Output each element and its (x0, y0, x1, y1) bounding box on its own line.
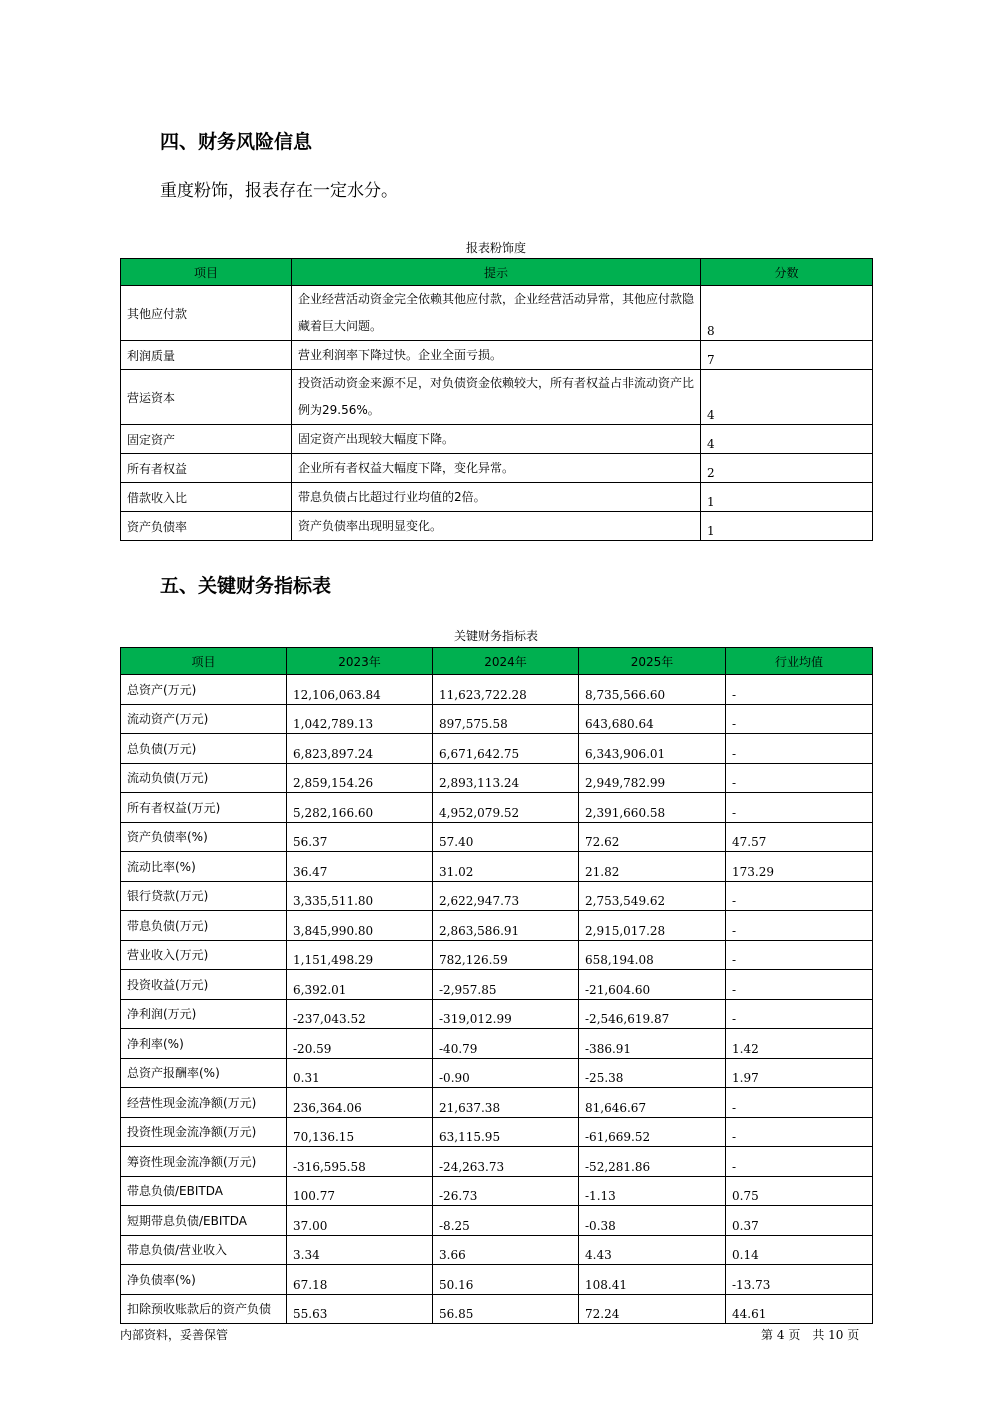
kpi-2023: 70,136.15 (287, 1117, 433, 1147)
kpi-industry-avg: 1.97 (726, 1058, 873, 1088)
kpi-2024: 2,863,586.91 (433, 911, 579, 941)
risk-item: 借款收入比 (121, 483, 292, 512)
kpi-row (121, 1265, 873, 1295)
risk-item: 利润质量 (121, 341, 292, 370)
kpi-2024: 897,575.58 (433, 704, 579, 734)
risk-table (120, 258, 873, 541)
kpi-item: 营业收入(万元) (121, 940, 287, 970)
kpi-2023: 100.77 (287, 1176, 433, 1206)
kpi-2025: 2,753,549.62 (579, 881, 726, 911)
kpi-industry-avg: - (726, 1147, 873, 1177)
risk-score: 7 (701, 341, 873, 370)
kpi-2024: -2,957.85 (433, 970, 579, 1000)
kpi-item: 所有者权益(万元) (121, 793, 287, 823)
kpi-item: 扣除预收账款后的资产负债 (121, 1294, 287, 1324)
kpi-row (121, 704, 873, 734)
risk-row (121, 341, 873, 370)
kpi-2025: 6,343,906.01 (579, 734, 726, 764)
header-hint: 提示 (292, 259, 701, 286)
kpi-row (121, 1176, 873, 1206)
header-industry-avg: 行业均值 (726, 648, 873, 675)
kpi-2024: 31.02 (433, 852, 579, 882)
kpi-2025: -52,281.86 (579, 1147, 726, 1177)
risk-hint: 企业经营活动资金完全依赖其他应付款，企业经营活动异常，其他应付款隐藏着巨大问题。 (292, 286, 701, 341)
kpi-2024: 2,622,947.73 (433, 881, 579, 911)
kpi-item: 净利率(%) (121, 1029, 287, 1059)
footer-note: 内部资料，妥善保管 (120, 1328, 229, 1342)
kpi-2024: 63,115.95 (433, 1117, 579, 1147)
risk-item: 固定资产 (121, 425, 292, 454)
kpi-industry-avg: 47.57 (726, 822, 873, 852)
kpi-row (121, 1058, 873, 1088)
kpi-item: 流动资产(万元) (121, 704, 287, 734)
kpi-row (121, 940, 873, 970)
kpi-industry-avg: 44.61 (726, 1294, 873, 1324)
kpi-2024: 11,623,722.28 (433, 675, 579, 705)
page-number (761, 1326, 859, 1343)
risk-score: 2 (701, 454, 873, 483)
risk-hint: 企业所有者权益大幅度下降，变化异常。 (292, 454, 701, 483)
kpi-table (120, 647, 873, 1324)
kpi-item: 带息负债/EBITDA (121, 1176, 287, 1206)
kpi-2025: -386.91 (579, 1029, 726, 1059)
page-mid: 页 共 (788, 1328, 825, 1342)
kpi-row (121, 1117, 873, 1147)
kpi-industry-avg: 0.37 (726, 1206, 873, 1236)
kpi-row (121, 1029, 873, 1059)
risk-item: 其他应付款 (121, 286, 292, 341)
kpi-2025: 4.43 (579, 1235, 726, 1265)
kpi-2024: -8.25 (433, 1206, 579, 1236)
kpi-industry-avg: 1.42 (726, 1029, 873, 1059)
kpi-item: 资产负债率(%) (121, 822, 287, 852)
kpi-2023: 36.47 (287, 852, 433, 882)
kpi-2023: 236,364.06 (287, 1088, 433, 1118)
kpi-item: 净负债率(%) (121, 1265, 287, 1295)
kpi-row (121, 852, 873, 882)
kpi-industry-avg: 0.75 (726, 1176, 873, 1206)
kpi-table-caption: 关键财务指标表 (453, 629, 538, 643)
risk-row (121, 454, 873, 483)
risk-score: 1 (701, 483, 873, 512)
risk-score: 1 (701, 512, 873, 541)
header-2023: 2023年 (287, 648, 433, 675)
kpi-industry-avg: - (726, 970, 873, 1000)
kpi-industry-avg: - (726, 940, 873, 970)
kpi-item: 净利润(万元) (121, 999, 287, 1029)
kpi-item: 总资产(万元) (121, 675, 287, 705)
header-score: 分数 (701, 259, 873, 286)
kpi-2025: -0.38 (579, 1206, 726, 1236)
kpi-industry-avg: -13.73 (726, 1265, 873, 1295)
risk-row (121, 286, 873, 341)
header-item: 项目 (121, 259, 292, 286)
risk-summary: 重度粉饰，报表存在一定水分。 (160, 181, 398, 201)
kpi-2023: 3,845,990.80 (287, 911, 433, 941)
kpi-2023: -20.59 (287, 1029, 433, 1059)
kpi-2024: -319,012.99 (433, 999, 579, 1029)
kpi-item: 经营性现金流净额(万元) (121, 1088, 287, 1118)
kpi-row (121, 1294, 873, 1324)
kpi-industry-avg: - (726, 704, 873, 734)
kpi-2025: 72.24 (579, 1294, 726, 1324)
risk-row (121, 425, 873, 454)
kpi-2025: -25.38 (579, 1058, 726, 1088)
kpi-industry-avg: - (726, 881, 873, 911)
kpi-2025: 2,915,017.28 (579, 911, 726, 941)
kpi-industry-avg: - (726, 793, 873, 823)
kpi-row (121, 881, 873, 911)
kpi-item: 总资产报酬率(%) (121, 1058, 287, 1088)
kpi-industry-avg: - (726, 763, 873, 793)
kpi-2025: 658,194.08 (579, 940, 726, 970)
kpi-industry-avg: - (726, 675, 873, 705)
kpi-2023: 12,106,063.84 (287, 675, 433, 705)
kpi-2024: 3.66 (433, 1235, 579, 1265)
kpi-row (121, 675, 873, 705)
kpi-industry-avg: 173.29 (726, 852, 873, 882)
total-pages: 10 (828, 1328, 844, 1342)
kpi-2023: 67.18 (287, 1265, 433, 1295)
kpi-2025: 2,949,782.99 (579, 763, 726, 793)
risk-hint: 营业利润率下降过快。企业全面亏损。 (292, 341, 701, 370)
kpi-industry-avg: 0.14 (726, 1235, 873, 1265)
kpi-row (121, 1088, 873, 1118)
kpi-2025: 643,680.64 (579, 704, 726, 734)
kpi-2023: 56.37 (287, 822, 433, 852)
kpi-2025: 8,735,566.60 (579, 675, 726, 705)
kpi-2024: 4,952,079.52 (433, 793, 579, 823)
kpi-2024: -40.79 (433, 1029, 579, 1059)
kpi-industry-avg: - (726, 1117, 873, 1147)
risk-hint: 带息负债占比超过行业均值的2倍。 (292, 483, 701, 512)
kpi-row (121, 763, 873, 793)
kpi-item: 流动比率(%) (121, 852, 287, 882)
kpi-2024: 50.16 (433, 1265, 579, 1295)
section-5-title: 五、关键财务指标表 (160, 575, 332, 597)
kpi-2023: 1,042,789.13 (287, 704, 433, 734)
kpi-item: 带息负债/营业收入 (121, 1235, 287, 1265)
risk-row (121, 483, 873, 512)
kpi-2025: 81,646.67 (579, 1088, 726, 1118)
kpi-2024: 21,637.38 (433, 1088, 579, 1118)
kpi-2024: -0.90 (433, 1058, 579, 1088)
kpi-item: 短期带息负债/EBITDA (121, 1206, 287, 1236)
kpi-2025: 72.62 (579, 822, 726, 852)
kpi-2024: 6,671,642.75 (433, 734, 579, 764)
kpi-item: 总负债(万元) (121, 734, 287, 764)
risk-item: 所有者权益 (121, 454, 292, 483)
kpi-2023: 1,151,498.29 (287, 940, 433, 970)
risk-row (121, 512, 873, 541)
risk-hint: 固定资产出现较大幅度下降。 (292, 425, 701, 454)
page-prefix: 第 (761, 1328, 774, 1342)
kpi-2025: -21,604.60 (579, 970, 726, 1000)
header-2025: 2025年 (579, 648, 726, 675)
kpi-2023: -316,595.58 (287, 1147, 433, 1177)
kpi-2023: -237,043.52 (287, 999, 433, 1029)
kpi-2024: 56.85 (433, 1294, 579, 1324)
kpi-2023: 5,282,166.60 (287, 793, 433, 823)
kpi-row (121, 1235, 873, 1265)
risk-hint: 资产负债率出现明显变化。 (292, 512, 701, 541)
risk-hint: 投资活动资金来源不足，对负债资金依赖较大，所有者权益占非流动资产比例为29.56%。 (292, 370, 701, 425)
risk-row (121, 370, 873, 425)
risk-score: 4 (701, 425, 873, 454)
kpi-row (121, 734, 873, 764)
kpi-2023: 3,335,511.80 (287, 881, 433, 911)
kpi-industry-avg: - (726, 911, 873, 941)
kpi-item: 带息负债(万元) (121, 911, 287, 941)
kpi-2023: 55.63 (287, 1294, 433, 1324)
kpi-2023: 3.34 (287, 1235, 433, 1265)
kpi-item: 银行贷款(万元) (121, 881, 287, 911)
kpi-industry-avg: - (726, 1088, 873, 1118)
risk-item: 资产负债率 (121, 512, 292, 541)
kpi-2023: 6,392.01 (287, 970, 433, 1000)
kpi-2023: 2,859,154.26 (287, 763, 433, 793)
risk-table-caption: 报表粉饰度 (465, 241, 526, 255)
risk-table-header (121, 259, 873, 286)
kpi-2024: -26.73 (433, 1176, 579, 1206)
kpi-row (121, 970, 873, 1000)
kpi-item: 流动负债(万元) (121, 763, 287, 793)
kpi-2025: 21.82 (579, 852, 726, 882)
kpi-row (121, 822, 873, 852)
section-4-title: 四、财务风险信息 (160, 131, 313, 153)
current-page: 4 (776, 1328, 785, 1342)
kpi-2024: 57.40 (433, 822, 579, 852)
risk-item: 营运资本 (121, 370, 292, 425)
kpi-2023: 37.00 (287, 1206, 433, 1236)
kpi-2025: 2,391,660.58 (579, 793, 726, 823)
risk-score: 8 (701, 286, 873, 341)
kpi-row (121, 793, 873, 823)
kpi-2023: 0.31 (287, 1058, 433, 1088)
kpi-2023: 6,823,897.24 (287, 734, 433, 764)
kpi-row (121, 1147, 873, 1177)
kpi-row (121, 911, 873, 941)
kpi-industry-avg: - (726, 734, 873, 764)
kpi-2024: -24,263.73 (433, 1147, 579, 1177)
kpi-2024: 782,126.59 (433, 940, 579, 970)
kpi-row (121, 999, 873, 1029)
kpi-2025: -1.13 (579, 1176, 726, 1206)
kpi-item: 筹资性现金流净额(万元) (121, 1147, 287, 1177)
kpi-table-header (121, 648, 873, 675)
kpi-2025: 108.41 (579, 1265, 726, 1295)
kpi-2024: 2,893,113.24 (433, 763, 579, 793)
page-suffix: 页 (847, 1328, 860, 1342)
kpi-2025: -2,546,619.87 (579, 999, 726, 1029)
header-2024: 2024年 (433, 648, 579, 675)
kpi-industry-avg: - (726, 999, 873, 1029)
kpi-2025: -61,669.52 (579, 1117, 726, 1147)
kpi-item: 投资收益(万元) (121, 970, 287, 1000)
header-item: 项目 (121, 648, 287, 675)
kpi-item: 投资性现金流净额(万元) (121, 1117, 287, 1147)
kpi-row (121, 1206, 873, 1236)
risk-score: 4 (701, 370, 873, 425)
